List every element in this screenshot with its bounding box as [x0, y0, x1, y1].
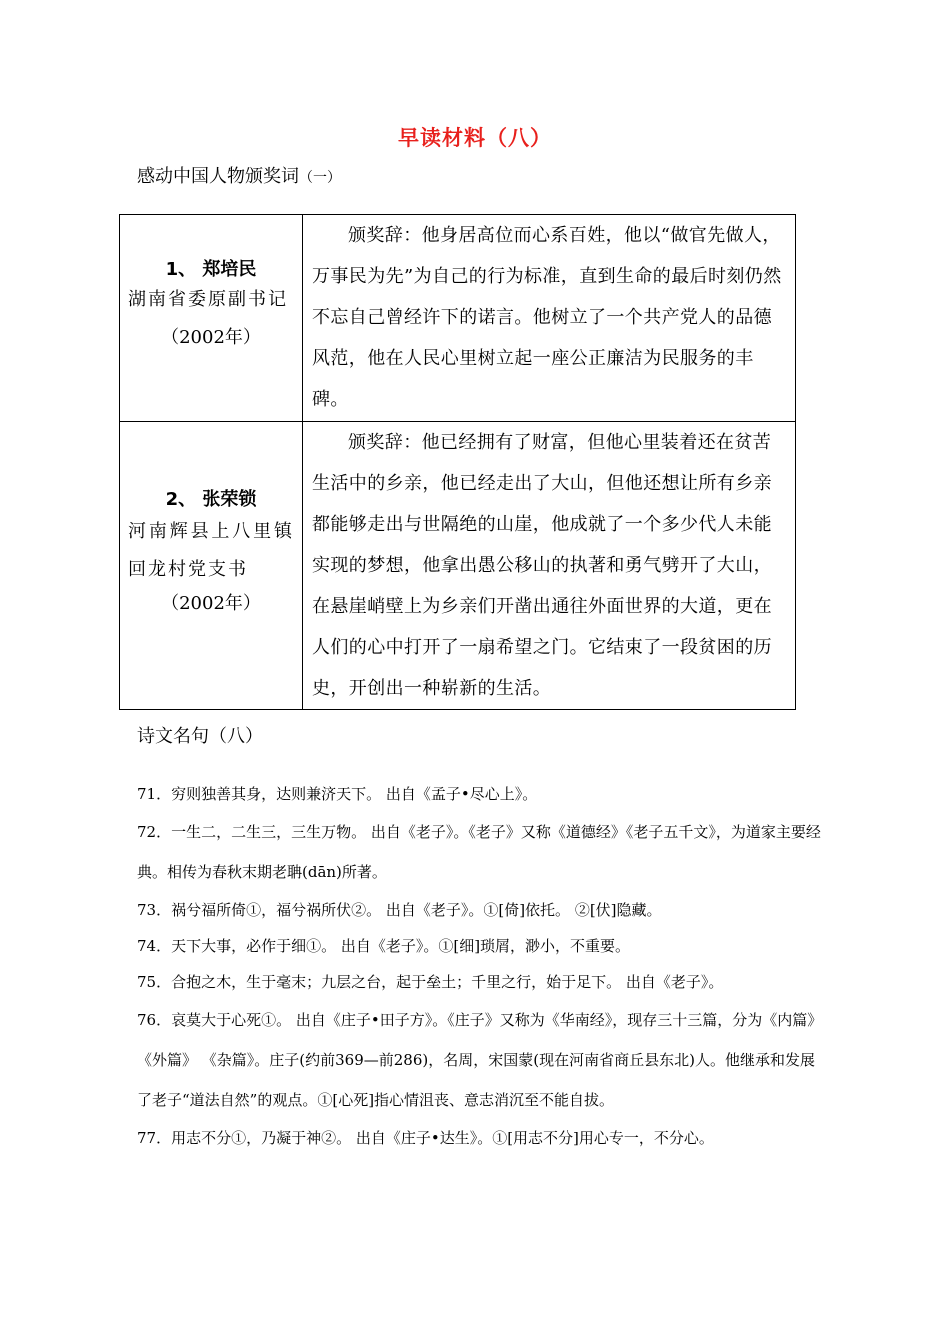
award-name: 2、 张荣锁: [165, 489, 257, 510]
quote-item: 74．天下大事，必作于细①。 出自《老子》。①[细]琐屑，渺小，不重要。: [137, 937, 631, 955]
subtitle-main: 感动中国人物颁奖词: [137, 166, 299, 187]
award-person-cell: [120, 215, 303, 422]
award-row: [120, 215, 796, 422]
award-citation: 颁奖辞：他已经拥有了财富，但他心里装着还在贫苦生活中的乡亲，他已经走出了大山，但他还想让所有乡亲都能够走出与世隔绝的山崖，他成就了一个多少代人未能实现的梦想，他拿出愚公移山的执著和勇气劈开了大山，在悬崖峭壁上为乡亲们开凿出通往外面世界的大道，更在人们的心中打开了一扇希望之门。它结束了一段贫困的历史，开创出一种崭新的生活。: [303, 422, 796, 710]
section-title: 诗文名句（八）: [137, 726, 263, 747]
quote-item: 75．合抱之木，生于毫末；九层之台，起于垒土；千里之行，始于足下。 出自《老子》。: [137, 973, 724, 991]
award-name: 1、 郑培民: [165, 259, 257, 280]
quote-item: 71．穷则独善其身，达则兼济天下。 出自《孟子•尽心上》。: [137, 785, 538, 803]
award-role: 湖南省委原副书记: [128, 289, 288, 310]
award-year: （2002年）: [161, 327, 261, 348]
subtitle-note: （一）: [299, 170, 341, 186]
quote-item: 77．用志不分①，乃凝于神②。 出自《庄子•达生》。①[用志不分]用心专一，不分心。: [137, 1129, 714, 1147]
quote-list: [137, 776, 827, 1156]
quote-item: 76．哀莫大于心死①。 出自《庄子•田子方》。《庄子》又称为《华南经》，现存三十三篇，分为《内篇》《外篇》 《杂篇》。庄子(约前369—前286)，名周，宋国蒙(现在河南省商丘县东北)人。他继承和发展了老子“道法自然”的观点。①[心死]指心情沮丧、意志消沉至不能自拔。: [137, 1011, 823, 1109]
award-person-cell: [120, 422, 303, 710]
award-row: [120, 422, 796, 710]
subtitle: [137, 162, 341, 188]
page-title: 早读材料（八）: [398, 126, 552, 150]
award-citation: 颁奖辞：他身居高位而心系百姓，他以“做官先做人，万事民为先”为自己的行为标准，直到生命的最后时刻仍然不忘自己曾经许下的诺言。他树立了一个共产党人的品德风范，他在人民心里树立起一座公正廉洁为民服务的丰碑。: [303, 215, 796, 422]
awards-table: [119, 214, 796, 710]
quote-item: 73．祸兮福所倚①，福兮祸所伏②。 出自《老子》。①[倚]依托。 ②[伏]隐藏。: [137, 901, 662, 919]
quote-item: 72．一生二，二生三，三生万物。 出自《老子》。《老子》又称《道德经》《老子五千文》，为道家主要经典。相传为春秋末期老聃(dān)所著。: [137, 823, 821, 881]
award-role: 河南辉县上八里镇回龙村党支书: [128, 521, 294, 580]
award-year: （2002年）: [161, 593, 261, 614]
